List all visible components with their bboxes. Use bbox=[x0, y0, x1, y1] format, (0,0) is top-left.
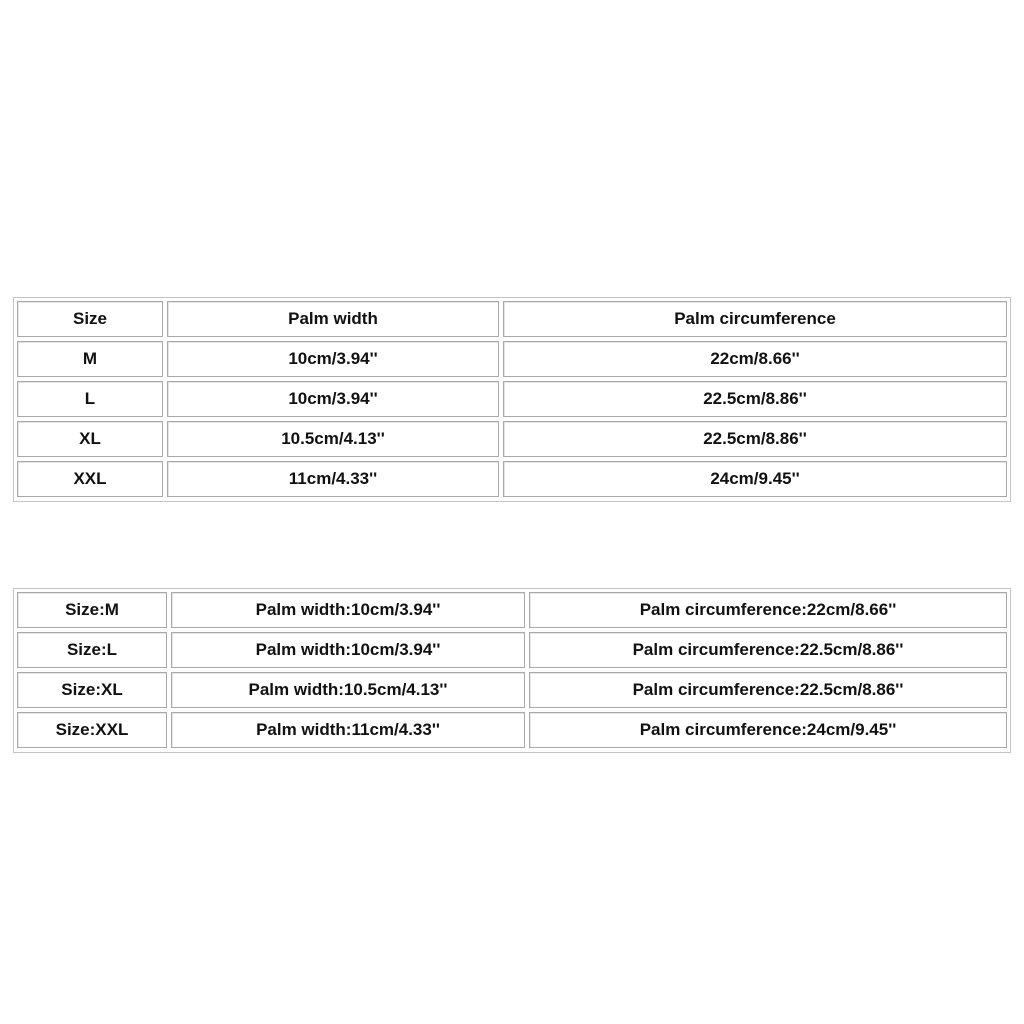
size-cell: XXL bbox=[17, 461, 163, 497]
palm-width-cell: Palm width:10.5cm/4.13'' bbox=[171, 672, 525, 708]
palm-width-cell: Palm width:10cm/3.94'' bbox=[171, 632, 525, 668]
palm-width-cell: 11cm/4.33'' bbox=[167, 461, 499, 497]
palm-circumference-cell: Palm circumference:22.5cm/8.86'' bbox=[529, 632, 1007, 668]
table-row bbox=[17, 672, 1007, 708]
size-chart-table bbox=[13, 297, 1011, 502]
table-row bbox=[17, 341, 1007, 377]
table-row bbox=[17, 712, 1007, 748]
size-cell: Size:XL bbox=[17, 672, 167, 708]
size-cell: M bbox=[17, 341, 163, 377]
size-cell: Size:L bbox=[17, 632, 167, 668]
table-row bbox=[17, 592, 1007, 628]
table-row bbox=[17, 632, 1007, 668]
palm-circumference-cell: 24cm/9.45'' bbox=[503, 461, 1007, 497]
palm-circumference-cell: Palm circumference:22.5cm/8.86'' bbox=[529, 672, 1007, 708]
palm-circumference-cell: 22.5cm/8.86'' bbox=[503, 381, 1007, 417]
size-cell: L bbox=[17, 381, 163, 417]
palm-width-cell: Palm width:11cm/4.33'' bbox=[171, 712, 525, 748]
table-row bbox=[17, 421, 1007, 457]
size-detail-table bbox=[13, 588, 1011, 753]
palm-circumference-cell: 22.5cm/8.86'' bbox=[503, 421, 1007, 457]
palm-width-cell: Palm width:10cm/3.94'' bbox=[171, 592, 525, 628]
header-palm-circumference: Palm circumference bbox=[503, 301, 1007, 337]
palm-width-cell: 10.5cm/4.13'' bbox=[167, 421, 499, 457]
size-cell: XL bbox=[17, 421, 163, 457]
table-row bbox=[17, 461, 1007, 497]
palm-circumference-cell: 22cm/8.66'' bbox=[503, 341, 1007, 377]
size-cell: Size:XXL bbox=[17, 712, 167, 748]
palm-width-cell: 10cm/3.94'' bbox=[167, 341, 499, 377]
header-size: Size bbox=[17, 301, 163, 337]
palm-width-cell: 10cm/3.94'' bbox=[167, 381, 499, 417]
palm-circumference-cell: Palm circumference:22cm/8.66'' bbox=[529, 592, 1007, 628]
size-cell: Size:M bbox=[17, 592, 167, 628]
palm-circumference-cell: Palm circumference:24cm/9.45'' bbox=[529, 712, 1007, 748]
table-header-row bbox=[17, 301, 1007, 337]
header-palm-width: Palm width bbox=[167, 301, 499, 337]
table-row bbox=[17, 381, 1007, 417]
